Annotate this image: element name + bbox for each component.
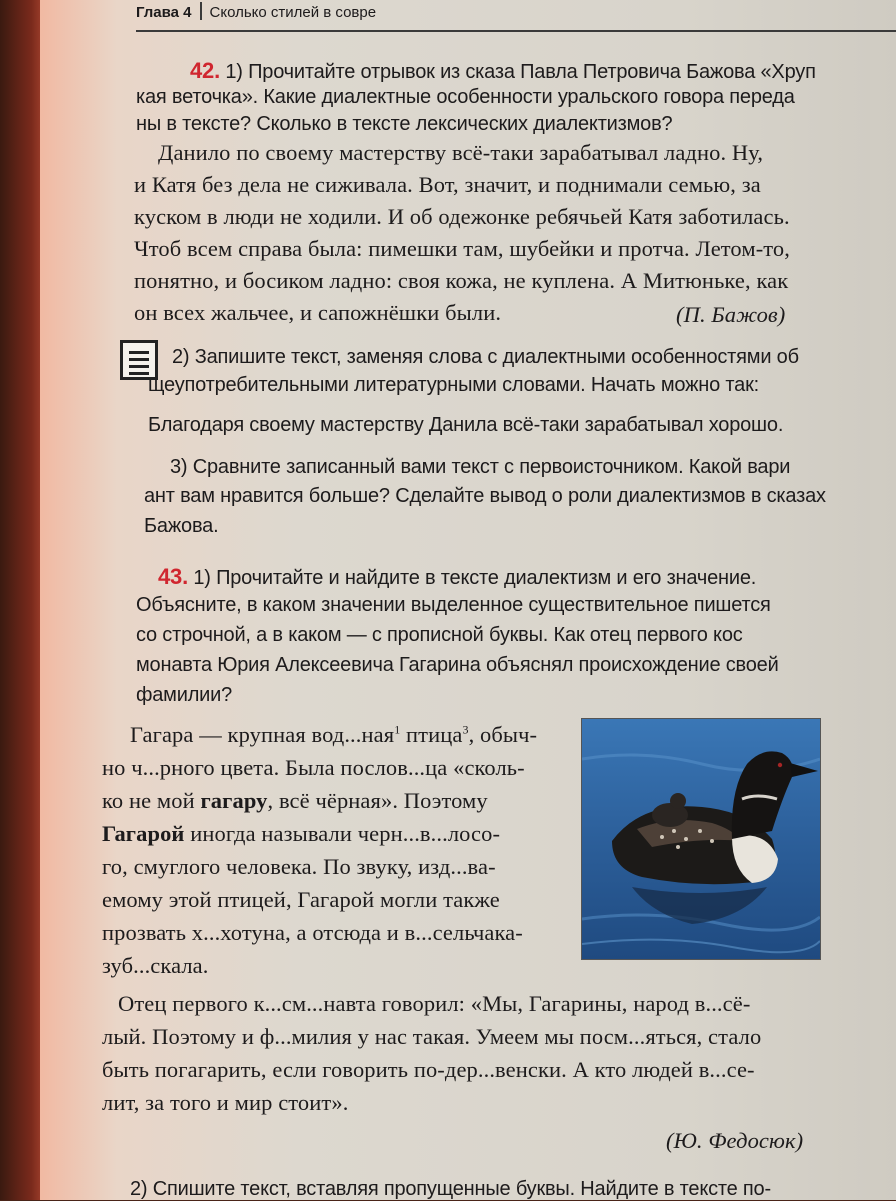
gagara-text-line: ко не мой гагару, всё чёрная». Поэтому — [102, 788, 488, 813]
gagara-text-line: но ч...рного цвета. Была послов...ца «сколь- — [102, 755, 525, 780]
exercise-42-line-3: ны в тексте? Сколько в тексте лексических диалектизмов? — [136, 113, 673, 135]
bazhov-passage-line: куском в люди не ходили. И об одежонке ребячьей Катя заботилась. — [134, 204, 790, 229]
exercise-43-number: 43. — [158, 564, 188, 589]
exercise-42-line-2: кая веточка». Какие диалектные особенности уральского говора переда — [136, 86, 795, 108]
exercise-43-task-line: Объясните, в каком значении выделенное существительное пишется — [136, 594, 771, 616]
gagara-text-line: прозвать х...хотуна, а отсюда и в...сельчака- — [102, 920, 523, 945]
bazhov-attribution: (П. Бажов) — [676, 302, 786, 327]
loon-bird-photo — [581, 718, 821, 960]
gagara-text-line: емому этой птицей, Гагарой могли также — [102, 887, 500, 912]
bold-word-gagaru: гагару — [200, 788, 268, 813]
gagarin-quote-line: лит, за того и мир стоит». — [102, 1090, 349, 1115]
exercise-42-example-line: Благодаря своему мастерству Данила всё-таки зарабатывал хорошо. — [148, 414, 784, 436]
bazhov-passage-line: Данило по своему мастерству всё-таки зарабатывал ладно. Ну, — [158, 140, 764, 165]
chapter-title: Сколько стилей в совре — [209, 4, 377, 21]
gagara-text-line: го, смуглого человека. По звуку, изд...ва- — [102, 854, 496, 879]
fedosyuk-attribution: (Ю. Федосюк) — [666, 1128, 804, 1153]
bazhov-passage-line: понятно, и босиком ладно: своя кожа, не куплена. А Митюньке, как — [134, 268, 789, 293]
bazhov-passage-line: он всех жальчее, и сапожнёшки были. — [134, 300, 502, 325]
exercise-43-task-line: монавта Юрия Алексеевича Гагарина объяснял происхождение своей — [136, 654, 779, 676]
bazhov-passage-line: Чтоб всем справа была: пимешки там, шубейки и протча. Летом-то, — [134, 236, 790, 261]
exercise-42-task-2-line: щеупотребительными литературными словами. Начать можно так: — [148, 374, 759, 396]
gagarin-quote-line: лый. Поэтому и ф...милия у нас такая. Умеем мы посм...яться, стало — [102, 1024, 762, 1049]
gagara-text-line: Гагарой иногда называли черн...в...лосо- — [102, 821, 501, 846]
exercise-42-task-2-line: 2) Запишите текст, заменяя слова с диалектными особенностями об — [172, 346, 799, 368]
exercise-42-task-3-line: Бажова. — [144, 515, 219, 537]
exercise-43-task-line: со строчной, а в каком — с прописной буквы. Как отец первого кос — [136, 624, 743, 646]
exercise-42-number: 42. — [190, 58, 220, 83]
chapter-label: Глава 4 — [136, 4, 192, 21]
exercise-42-task-3-line: ант вам нравится больше? Сделайте вывод о роли диалектизмов в сказах — [144, 485, 826, 507]
gagara-text-line: Гагара — крупная вод...ная$^1$ птица$^3$, обыч- — [130, 722, 538, 747]
bold-word-gagaroi: Гагарой — [102, 821, 185, 846]
exercise-43-task-2-line: 2) Спишите текст, вставляя пропущенные буквы. Найдите в тексте по- — [130, 1178, 771, 1200]
gagara-text-line: зуб...скала. — [102, 953, 209, 978]
exercise-43-task-line: фамилии? — [136, 684, 233, 706]
exercise-42-line-1: 42. 1) Прочитайте отрывок из сказа Павла Петровича Бажова «Хруп — [190, 58, 816, 83]
gagarin-quote-line: быть погагарить, если говорить по-дер...венски. А кто людей в...се- — [102, 1057, 755, 1082]
textbook-page — [40, 0, 896, 1200]
gagarin-quote-line: Отец первого к...см...навта говорил: «Мы, Гагарины, народ в...сё- — [118, 991, 751, 1016]
running-header — [136, 0, 896, 32]
exercise-43-line-1: 43. 1) Прочитайте и найдите в тексте диалектизм и его значение. — [158, 564, 757, 589]
bazhov-passage-line: и Катя без дела не сиживала. Вот, значит, и поднимали семью, за — [134, 172, 761, 197]
exercise-42-task-3-line: 3) Сравните записанный вами текст с первоисточником. Какой вари — [170, 456, 791, 478]
